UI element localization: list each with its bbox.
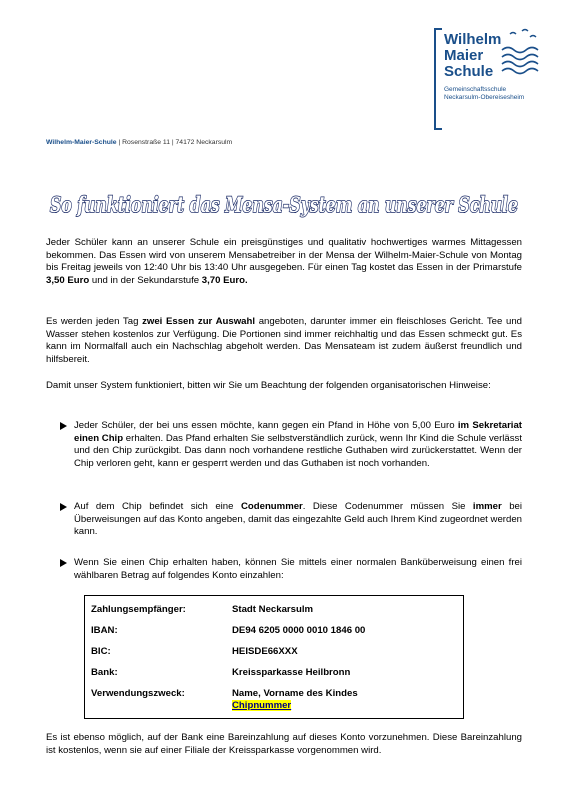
logo-line-2: Maier bbox=[444, 47, 484, 64]
page-title bbox=[46, 186, 522, 222]
waves-icon bbox=[500, 28, 544, 84]
address-school: Wilhelm-Maier-Schule bbox=[46, 139, 117, 146]
bank-label: Verwendungszweck: bbox=[91, 688, 185, 699]
list-item bbox=[62, 420, 522, 470]
bank-value: Stadt Neckarsulm bbox=[232, 604, 314, 615]
bullet1-highlight: im Sekretariat einen Chip bbox=[74, 420, 522, 444]
school-logo bbox=[434, 28, 544, 138]
price-secondary: 3,70 Euro. bbox=[201, 274, 248, 286]
logo-bracket bbox=[434, 28, 442, 130]
intro-paragraph bbox=[46, 237, 522, 287]
intro-text: Jeder Schüler kann an unserer Schule ein preisgünstiges und qualitativ hochwertiges warmes Mittagessen bekommen. Das Essen wird von unserem Mensabetreiber in der Mensa der Wilhelm-Maier-Schule von Montag bis Freitag jeweils von 12:40 Uhr bis 13:40 Uhr ausgegeben. Für einen Tag kostet das Essen in der Primarstufe bbox=[46, 237, 522, 274]
logo-line-1: Wilhelm bbox=[444, 31, 502, 48]
bank-label: Bank: bbox=[91, 667, 118, 678]
triangle-bullet-icon bbox=[60, 422, 67, 430]
page-title-text: So funktioniert das Mensa-System an unserer Schule bbox=[50, 192, 518, 217]
menu-paragraph bbox=[46, 316, 522, 366]
address-rest: | Rosenstraße 11 | 74172 Neckarsulm bbox=[116, 139, 233, 146]
logo-sub-1: Gemeinschaftsschule bbox=[444, 86, 507, 93]
notes-intro-paragraph: Damit unser System funktioniert, bitten wir Sie um Beachtung der folgenden organisatorischen Hinweise: bbox=[46, 380, 491, 391]
bullet2-text-2: . Diese Codenummer müssen Sie bbox=[302, 501, 473, 512]
bullet1-text-2: erhalten. Das Pfand erhalten Sie selbstverständlich zurück, wenn Ihr Kind die Schule verlässt und den Chip zurückgibt. Das dann noch vorhandene restliche Guthaben wird zurückerstattet. Wenn der Chip verloren geht, kann er gesperrt werden und das Guthaben ist noch vorhanden. bbox=[74, 432, 522, 469]
list-item-text bbox=[74, 420, 522, 470]
bank-value: Kreissparkasse Heilbronn bbox=[232, 667, 351, 678]
bank-label: Zahlungsempfänger: bbox=[91, 604, 186, 615]
bullet1-text-1: Jeder Schüler, der bei uns essen möchte, kann gegen ein Pfand in Höhe von 5,00 Euro bbox=[74, 420, 458, 431]
list-item-text: Wenn Sie einen Chip erhalten haben, können Sie mittels einer normalen Banküberweisung einen frei wählbaren Betrag auf folgendes Konto einzahlen: bbox=[74, 557, 522, 581]
bank-value: DE94 6205 0000 0010 1846 00 bbox=[232, 625, 366, 636]
menu-text-2: angeboten, darunter immer ein fleischloses Gericht. Tee und Wasser stehen kostenlos zur Verfügung. Die Portionen sind immer reichhaltig und das Essen schmeckt gut. Es kann im Normalfall auch ein Nachschlag abgeholt werden. Das Mensateam ist zudem äußerst freundlich und hilfsbereit. bbox=[46, 316, 522, 365]
bullet2-text-1: Auf dem Chip befindet sich eine bbox=[74, 501, 241, 512]
bank-details-box bbox=[84, 595, 464, 719]
list-item bbox=[62, 557, 522, 582]
triangle-bullet-icon bbox=[60, 503, 67, 511]
bank-value: Name, Vorname des Kindes bbox=[232, 688, 358, 699]
bullet2-always: immer bbox=[472, 501, 502, 512]
logo-subtitle bbox=[444, 86, 524, 102]
bullet2-code: Codenummer bbox=[240, 501, 303, 512]
letterhead-address bbox=[46, 139, 232, 146]
logo-wordmark bbox=[444, 32, 501, 80]
list-item-text bbox=[74, 501, 522, 539]
cash-deposit-paragraph: Es ist ebenso möglich, auf der Bank eine Bareinzahlung auf dieses Konto vorzunehmen. Diese Bareinzahlung ist kostenlos, wenn sie auf einer Filiale der Kreissparkasse vorgenommen wird. bbox=[46, 732, 522, 756]
chipnumber-highlight: Chipnummer bbox=[232, 700, 292, 711]
price-primary: 3,50 Euro bbox=[46, 274, 90, 286]
list-item bbox=[62, 501, 522, 539]
bank-value: HEISDE66XXX bbox=[232, 646, 298, 657]
logo-sub-2: Neckarsulm-Obereisesheim bbox=[444, 94, 525, 101]
bullet2-text-3: bei Überweisungen auf das Konto angeben, damit das eingezahlte Geld auch Ihrem Kind zugeordnet werden kann. bbox=[74, 501, 522, 538]
logo-line-3: Schule bbox=[444, 63, 494, 80]
triangle-bullet-icon bbox=[60, 559, 67, 567]
menu-text-1: Es werden jeden Tag bbox=[46, 316, 143, 327]
bank-label: BIC: bbox=[91, 646, 111, 657]
intro-text-2: und in der Sekundarstufe bbox=[89, 274, 202, 286]
bank-label: IBAN: bbox=[91, 625, 118, 636]
menu-highlight: zwei Essen zur Auswahl bbox=[142, 316, 256, 327]
